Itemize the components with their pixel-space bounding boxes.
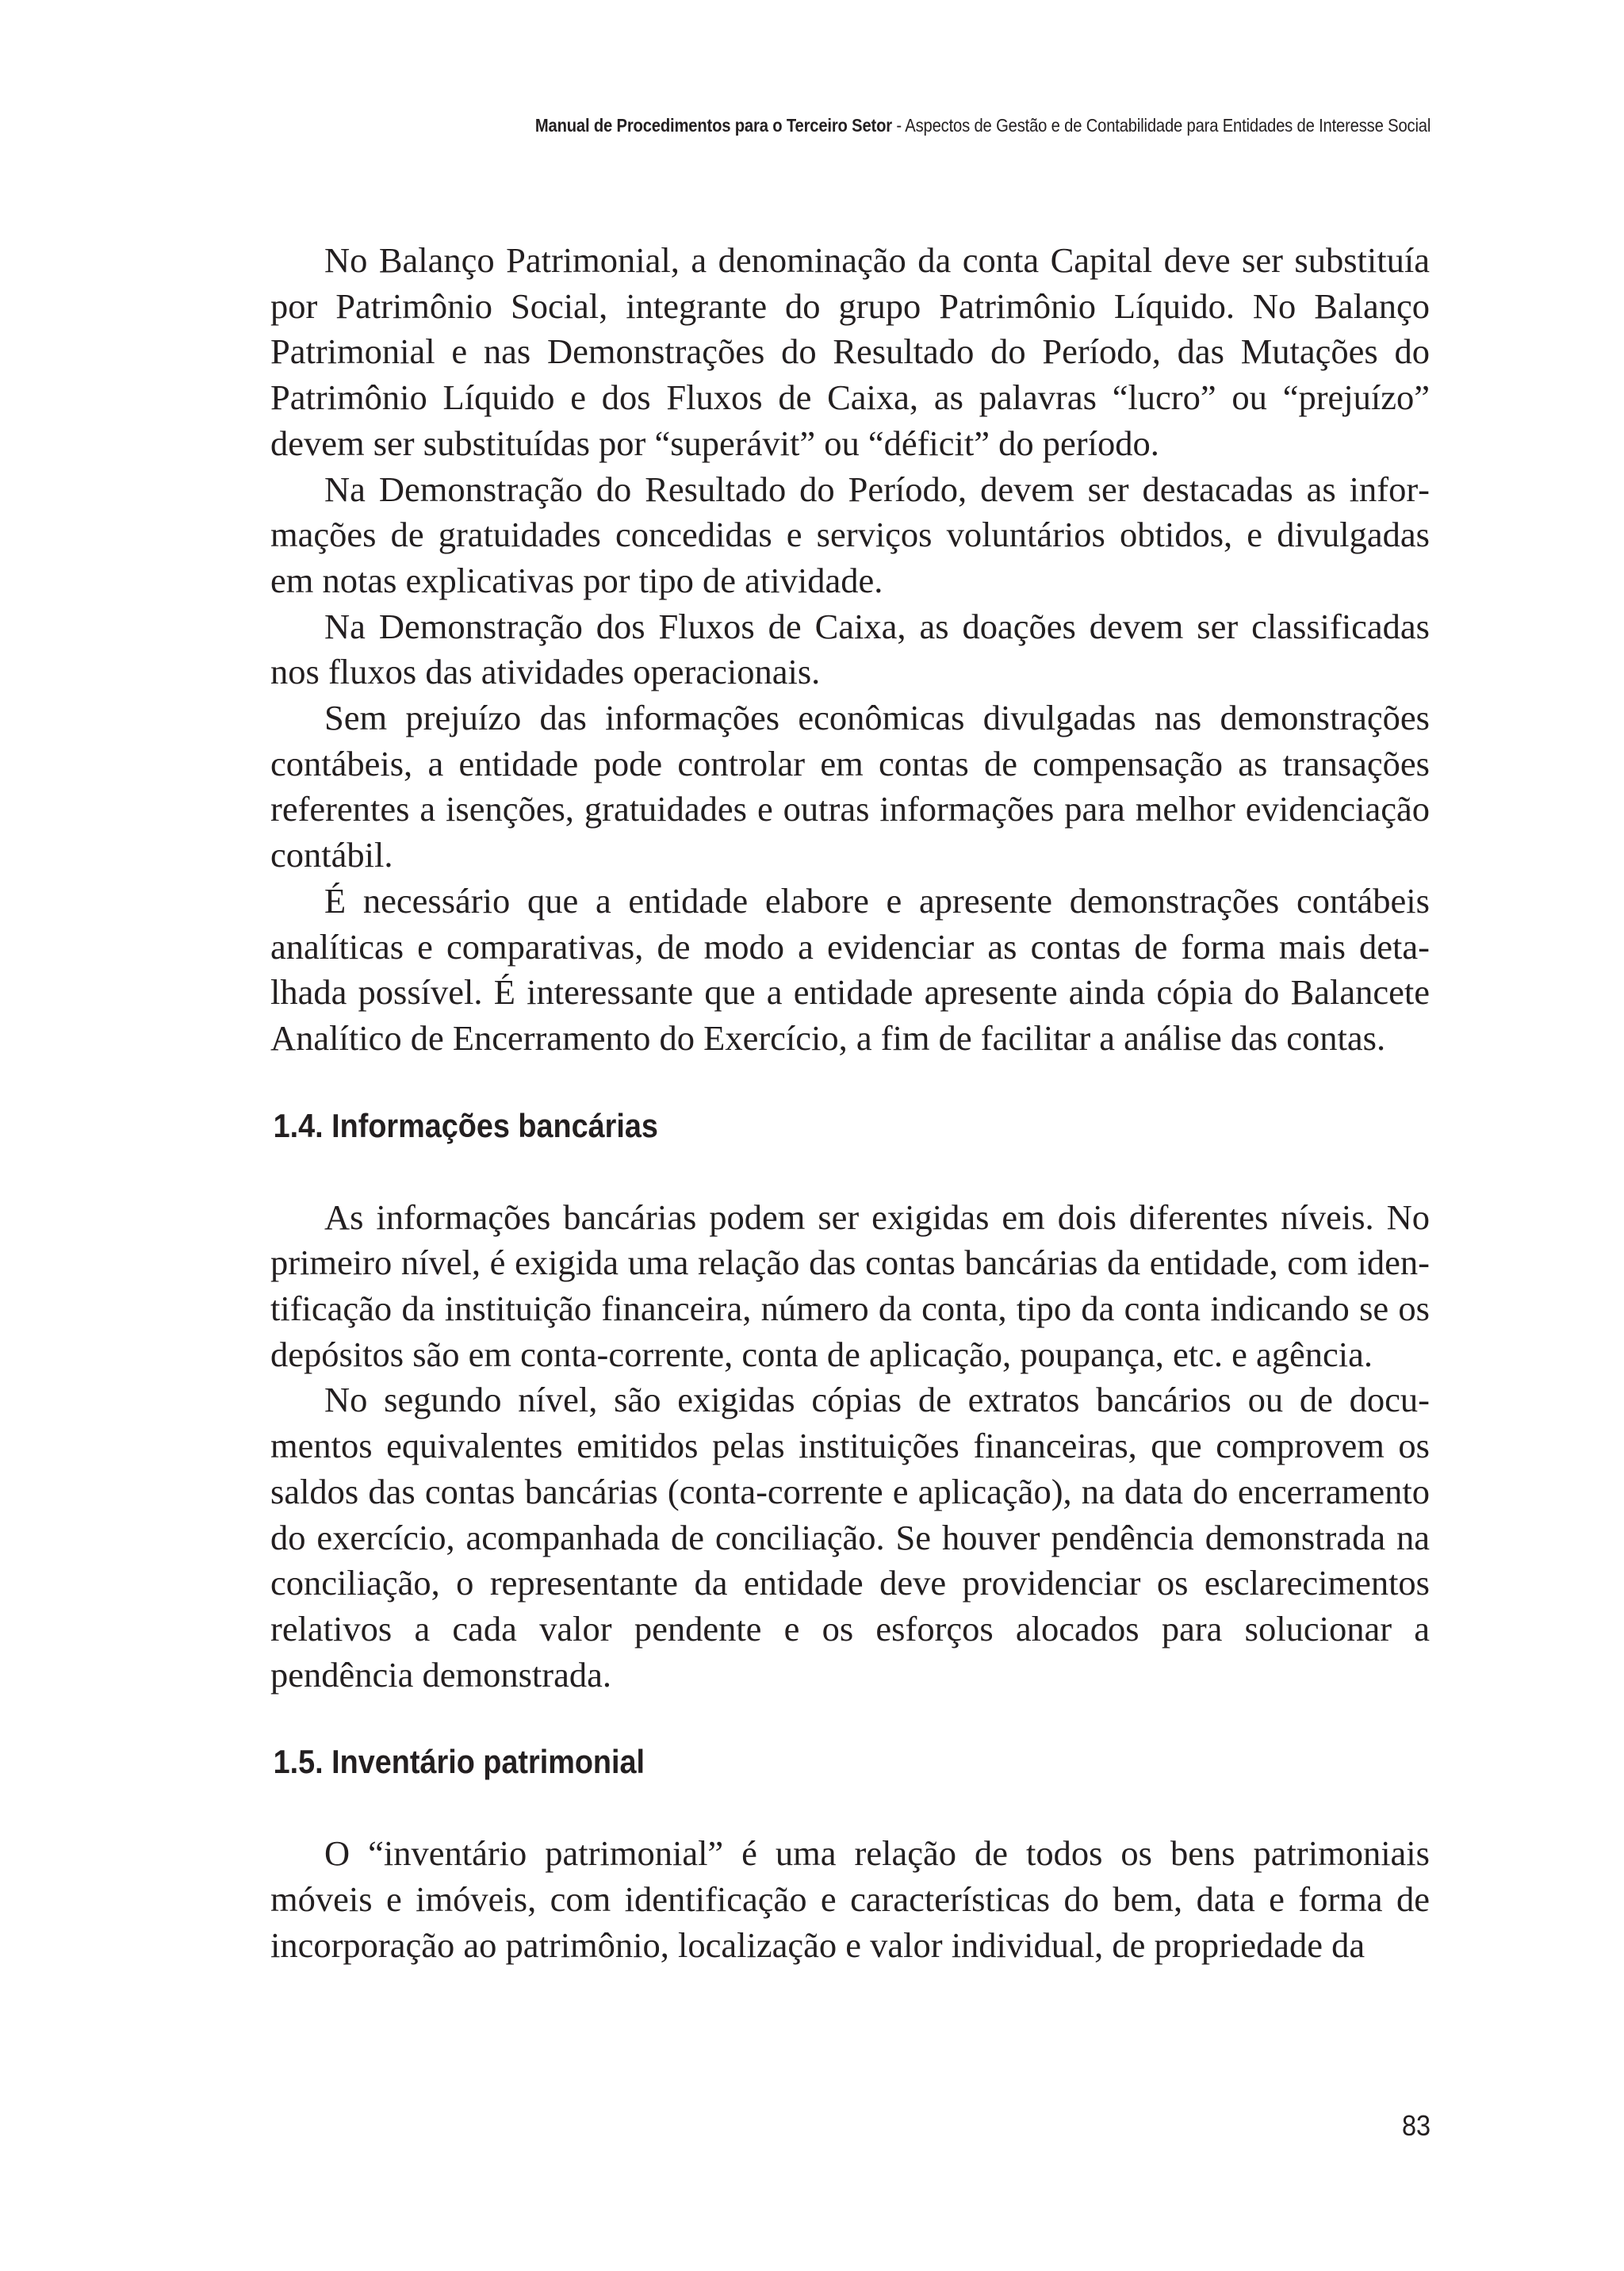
body-paragraph: No Balanço Patrimonial, a denominação da conta Capital deve ser substituía por Patrimônio Social, integrante do grupo Patrimônio Líquido. No Balanço Patrimonial e nas Demonstrações do Resultado do Período, das Mutações do Patrimônio Líquido e dos Fluxos de Caixa, as palavras “lucro” ou “prejuízo” devem ser substituídas por “superávit” ou “déficit” do período. [270, 240, 1430, 463]
body-paragraph: É necessário que a entidade elabore e apresente demonstrações contábeis analíticas e comparativas, de modo a evidenciar as contas de forma mais detalhada possível. É interessante que a entidade apresente ainda cópia do Balancete Analítico de Encerramento do Exercício, a fim de facilitar a análise das contas. [270, 880, 1430, 1058]
body-paragraph: No segundo nível, são exigidas cópias de extratos bancários ou de documentos equivalentes emitidos pelas instituições financeiras, que comprovem os saldos das contas bancárias (conta-corrente e aplicação), na data do encerramento do exercício, acompanhada de conciliação. Se houver pendência demonstrada na conciliação, o representante da entidade deve providenciar os esclarecimentos relativos a cada valor pendente e os esforços alocados para solucionar a pendência demonstrada. [270, 1380, 1430, 1695]
header-title: Manual de Procedimentos para o Terceiro Setor [534, 115, 892, 136]
running-header [535, 115, 1431, 136]
body-paragraph: Na Demonstração do Resultado do Período, devem ser destacadas as informações de gratuidades concedidas e serviços voluntários obtidos, e divulgadas em notas explicativas por tipo de atividade. [270, 469, 1430, 600]
section-heading-1-5: 1.5. Inventário patrimonial [273, 1743, 645, 1781]
body-paragraph: O “inventário patrimonial” é uma relação de todos os bens patrimoniais móveis e imóveis, com identificação e características do bem, data e forma de incorporação ao patrimônio, localização e valor individual, de propriedade da [270, 1833, 1430, 1965]
header-subtitle: Aspectos de Gestão e de Contabilidade para Entidades de Interesse Social [905, 115, 1431, 136]
body-paragraph: As informações bancárias podem ser exigidas em dois diferentes níveis. No primeiro nível, é exigida uma relação das contas bancárias da entidade, com identificação da instituição financeira, número da conta, tipo da conta indicando se os depósitos são em conta-corrente, conta de aplicação, poupança, etc. e agência. [270, 1197, 1430, 1374]
page-body [270, 238, 1430, 1969]
body-paragraph: Na Demonstração dos Fluxos de Caixa, as doações devem ser classificadas nos fluxos das atividades operacionais. [270, 606, 1430, 692]
header-separator: - [891, 115, 906, 136]
page-number: 83 [1401, 2109, 1431, 2142]
section-heading-1-4: 1.4. Informações bancárias [273, 1106, 658, 1144]
body-paragraph: Sem prejuízo das informações econômicas divulgadas nas demonstrações contábeis, a entidade pode controlar em contas de compensação as transações referentes a isenções, gratuidades e outras informações para melhor evidenciação contábil. [270, 698, 1430, 875]
